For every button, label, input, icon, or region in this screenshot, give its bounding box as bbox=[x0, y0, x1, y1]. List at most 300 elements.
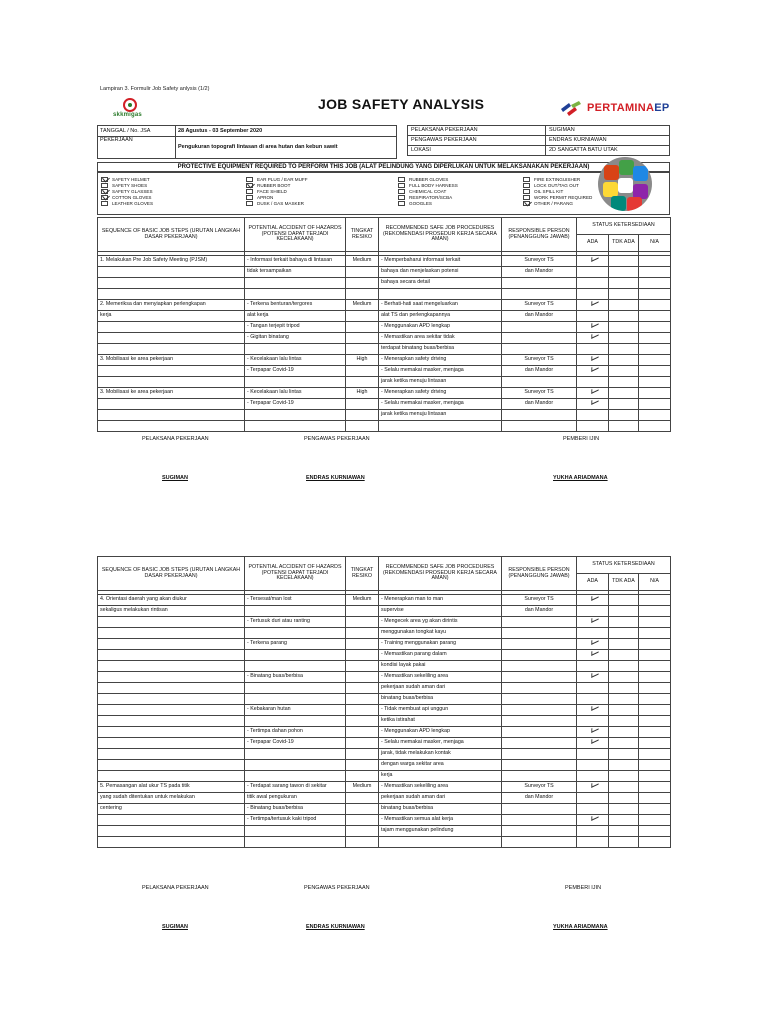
risk-cell bbox=[346, 771, 379, 782]
risk-cell bbox=[346, 333, 379, 344]
risk-cell bbox=[346, 366, 379, 377]
info-row bbox=[98, 126, 397, 137]
status-cell[interactable] bbox=[609, 311, 639, 322]
status-cell[interactable] bbox=[639, 760, 671, 771]
status-cell[interactable] bbox=[609, 421, 639, 432]
signature-name-pemberi-2: YUKHA ARIADMANA bbox=[553, 924, 608, 930]
status-cell[interactable] bbox=[577, 344, 609, 355]
status-cell[interactable] bbox=[609, 388, 639, 399]
hazard-cell: - Tertimpa/tertusuk kaki tripod bbox=[245, 815, 346, 826]
header-procedures: RECOMMENDED SAFE JOB PROCEDURES (REKOMENDASI PROSEDUR KERJA SECARA AMAN) bbox=[379, 218, 502, 252]
status-cell[interactable] bbox=[609, 771, 639, 782]
status-cell[interactable] bbox=[577, 388, 609, 399]
status-cell[interactable] bbox=[639, 738, 671, 749]
status-cell[interactable] bbox=[639, 705, 671, 716]
ppe-item-label: RUBBER GLOVES bbox=[409, 176, 449, 182]
procedure-cell: - Menerapkan safety driving bbox=[379, 388, 502, 399]
status-cell[interactable] bbox=[577, 333, 609, 344]
status-cell[interactable] bbox=[577, 256, 609, 267]
table-row bbox=[98, 683, 671, 694]
checkbox-checked-icon[interactable] bbox=[101, 195, 108, 200]
hazard-cell bbox=[245, 377, 346, 388]
status-cell[interactable] bbox=[577, 749, 609, 760]
procedure-cell: - Memastikan parang dalam bbox=[379, 650, 502, 661]
person-cell bbox=[502, 738, 577, 749]
table-row bbox=[98, 672, 671, 683]
status-cell[interactable] bbox=[577, 606, 609, 617]
status-cell[interactable] bbox=[577, 377, 609, 388]
status-cell[interactable] bbox=[609, 606, 639, 617]
status-cell[interactable] bbox=[577, 793, 609, 804]
status-cell[interactable] bbox=[609, 256, 639, 267]
pertamina-ep: EP bbox=[654, 102, 670, 114]
status-cell[interactable] bbox=[609, 377, 639, 388]
status-cell[interactable] bbox=[577, 399, 609, 410]
step-cell bbox=[98, 344, 245, 355]
status-cell[interactable] bbox=[609, 793, 639, 804]
step-cell: 2. Memeriksa dan menyiapkan perlengkapan bbox=[98, 300, 245, 311]
status-cell[interactable] bbox=[639, 606, 671, 617]
checkbox-empty-icon[interactable] bbox=[398, 177, 405, 182]
step-cell: sekaligus melakukan rintisan bbox=[98, 606, 245, 617]
procedure-cell bbox=[379, 421, 502, 432]
table-row bbox=[98, 782, 671, 793]
checkmark-icon bbox=[588, 257, 598, 262]
status-cell[interactable] bbox=[639, 771, 671, 782]
status-cell[interactable] bbox=[639, 815, 671, 826]
status-cell[interactable] bbox=[609, 300, 639, 311]
pertamina-word: PERTAMINA bbox=[587, 102, 655, 114]
procedure-cell: - Memastikan sekeliling area bbox=[379, 672, 502, 683]
skkmigas-logo-text: skkmigas bbox=[113, 112, 142, 118]
status-cell[interactable] bbox=[639, 410, 671, 421]
checkbox-checked-icon[interactable] bbox=[246, 183, 253, 188]
table-row bbox=[98, 771, 671, 782]
hazard-cell: - Binatang buas/berbisa bbox=[245, 804, 346, 815]
status-cell[interactable] bbox=[577, 595, 609, 606]
status-cell[interactable] bbox=[639, 388, 671, 399]
person-cell bbox=[502, 771, 577, 782]
signature-label-pelaksana: PELAKSANA PEKERJAAN bbox=[142, 436, 209, 442]
status-cell[interactable] bbox=[577, 716, 609, 727]
table-row bbox=[98, 826, 671, 837]
hazard-cell: - Terdapat sarang tawon di sekitar bbox=[245, 782, 346, 793]
checkmark-icon bbox=[588, 356, 598, 361]
table-row bbox=[98, 749, 671, 760]
risk-cell bbox=[346, 793, 379, 804]
status-cell[interactable] bbox=[639, 694, 671, 705]
status-cell[interactable] bbox=[639, 278, 671, 289]
procedure-cell bbox=[379, 289, 502, 300]
status-cell[interactable] bbox=[577, 628, 609, 639]
procedure-cell: - Training menggunakan parang bbox=[379, 639, 502, 650]
procedure-cell: - Mengecek area yg akan dirintis bbox=[379, 617, 502, 628]
status-cell[interactable] bbox=[577, 672, 609, 683]
status-cell[interactable] bbox=[577, 694, 609, 705]
status-cell[interactable] bbox=[609, 727, 639, 738]
status-cell[interactable] bbox=[577, 278, 609, 289]
person-cell bbox=[502, 289, 577, 300]
status-cell[interactable] bbox=[609, 628, 639, 639]
status-cell[interactable] bbox=[577, 617, 609, 628]
status-cell[interactable] bbox=[609, 410, 639, 421]
hazard-cell: - Tersesat/man lost bbox=[245, 595, 346, 606]
status-cell[interactable] bbox=[577, 727, 609, 738]
status-cell[interactable] bbox=[639, 399, 671, 410]
step-cell bbox=[98, 366, 245, 377]
step-cell bbox=[98, 837, 245, 848]
status-cell[interactable] bbox=[609, 826, 639, 837]
step-cell bbox=[98, 771, 245, 782]
ppe-item-label: SAFETY GLASSES bbox=[112, 188, 153, 194]
status-cell[interactable] bbox=[609, 749, 639, 760]
status-cell[interactable] bbox=[577, 421, 609, 432]
status-cell[interactable] bbox=[609, 344, 639, 355]
info-label: PEKERJAAN bbox=[98, 137, 176, 159]
status-cell[interactable] bbox=[639, 628, 671, 639]
person-cell: Surveyor TS bbox=[502, 300, 577, 311]
step-cell bbox=[98, 267, 245, 278]
status-cell[interactable] bbox=[639, 344, 671, 355]
hazard-cell: tidak tersampaikan bbox=[245, 267, 346, 278]
person-cell: Surveyor TS bbox=[502, 355, 577, 366]
status-cell[interactable] bbox=[639, 804, 671, 815]
hazard-cell: - Terpapar Covid-19 bbox=[245, 366, 346, 377]
signature-label-pelaksana-2: PELAKSANA PEKERJAAN bbox=[142, 885, 209, 891]
person-cell bbox=[502, 421, 577, 432]
status-cell[interactable] bbox=[639, 837, 671, 848]
ppe-item-label: RUBBER BOOT bbox=[257, 182, 291, 188]
header-steps: SEQUENCE OF BASIC JOB STEPS (URUTAN LANGKAH DASAR PEKERJAAN) bbox=[98, 218, 245, 252]
status-cell[interactable] bbox=[577, 639, 609, 650]
checkbox-empty-icon[interactable] bbox=[101, 201, 108, 206]
step-cell: yang sudah ditentukan untuk melakukan bbox=[98, 793, 245, 804]
status-cell[interactable] bbox=[639, 256, 671, 267]
status-cell[interactable] bbox=[609, 399, 639, 410]
hazard-cell bbox=[245, 661, 346, 672]
status-cell[interactable] bbox=[577, 738, 609, 749]
checkbox-empty-icon[interactable] bbox=[523, 177, 530, 182]
ppe-item-label: GOOGLES bbox=[409, 200, 432, 206]
status-cell[interactable] bbox=[639, 421, 671, 432]
procedure-cell: menggunakan tongkat kayu bbox=[379, 628, 502, 639]
risk-cell bbox=[346, 804, 379, 815]
checkbox-empty-icon[interactable] bbox=[246, 189, 253, 194]
procedure-cell: bahaya dan menjelaskan potensi bbox=[379, 267, 502, 278]
table-row bbox=[98, 793, 671, 804]
status-cell[interactable] bbox=[639, 366, 671, 377]
status-cell[interactable] bbox=[609, 716, 639, 727]
checkbox-empty-icon[interactable] bbox=[523, 183, 530, 188]
step-cell bbox=[98, 399, 245, 410]
step-cell bbox=[98, 683, 245, 694]
checkmark-icon bbox=[588, 301, 598, 306]
ppe-item-label: FULL BODY HARNESS bbox=[409, 182, 458, 188]
risk-cell bbox=[346, 377, 379, 388]
hazard-cell: - Tertimpa dahan pohon bbox=[245, 727, 346, 738]
hazard-cell bbox=[245, 410, 346, 421]
ppe-item-label: LOCK OUT/TAG OUT bbox=[534, 182, 579, 188]
hazard-cell: alat kerja bbox=[245, 311, 346, 322]
checkmark-icon bbox=[588, 816, 598, 821]
table-row bbox=[98, 837, 671, 848]
ppe-item bbox=[523, 194, 592, 200]
table-row bbox=[98, 815, 671, 826]
risk-cell bbox=[346, 815, 379, 826]
status-cell[interactable] bbox=[639, 322, 671, 333]
status-cell[interactable] bbox=[609, 366, 639, 377]
info-value: Pengukuran topografi lintasan di area hutan dan kebun sawit bbox=[176, 137, 397, 159]
status-cell[interactable] bbox=[577, 782, 609, 793]
status-cell[interactable] bbox=[639, 683, 671, 694]
status-cell[interactable] bbox=[639, 661, 671, 672]
status-cell[interactable] bbox=[609, 639, 639, 650]
info-value: SUGIMAN bbox=[546, 126, 670, 136]
risk-cell bbox=[346, 399, 379, 410]
info-value: ENDRAS KURNIAWAN bbox=[546, 136, 670, 146]
header-tdk-ada: TDK ADA bbox=[609, 235, 639, 252]
step-cell bbox=[98, 738, 245, 749]
hazard-cell: - Gigitan binatang bbox=[245, 333, 346, 344]
hazard-cell bbox=[245, 837, 346, 848]
risk-cell: Medium bbox=[346, 300, 379, 311]
table-row bbox=[98, 661, 671, 672]
hazard-cell: - Kecelakaan lalu lintas bbox=[245, 355, 346, 366]
checkbox-empty-icon[interactable] bbox=[398, 183, 405, 188]
step-cell bbox=[98, 289, 245, 300]
checkbox-empty-icon[interactable] bbox=[398, 201, 405, 206]
status-cell[interactable] bbox=[639, 267, 671, 278]
status-cell[interactable] bbox=[577, 300, 609, 311]
status-cell[interactable] bbox=[639, 300, 671, 311]
procedure-cell: binatang buas/berbisa bbox=[379, 694, 502, 705]
status-cell[interactable] bbox=[577, 311, 609, 322]
status-cell[interactable] bbox=[577, 650, 609, 661]
risk-cell bbox=[346, 421, 379, 432]
table-row bbox=[98, 738, 671, 749]
signature-label-pengawas-2: PENGAWAS PEKERJAAN bbox=[304, 885, 370, 891]
status-cell[interactable] bbox=[577, 289, 609, 300]
status-cell[interactable] bbox=[577, 837, 609, 848]
table-row bbox=[98, 322, 671, 333]
step-cell bbox=[98, 628, 245, 639]
hazard-cell bbox=[245, 694, 346, 705]
step-cell bbox=[98, 727, 245, 738]
jsa-table-1 bbox=[97, 217, 671, 432]
step-cell bbox=[98, 705, 245, 716]
person-cell bbox=[502, 322, 577, 333]
status-cell[interactable] bbox=[609, 278, 639, 289]
info-label: PENGAWAS PEKERJAAN bbox=[408, 136, 546, 146]
risk-cell bbox=[346, 716, 379, 727]
checkmark-icon bbox=[588, 389, 598, 394]
header-risk: TINGKAT RESIKO bbox=[346, 557, 379, 591]
ppe-item-label: CHEMICAL COAT bbox=[409, 188, 447, 194]
status-cell[interactable] bbox=[639, 595, 671, 606]
status-cell[interactable] bbox=[577, 771, 609, 782]
step-cell bbox=[98, 716, 245, 727]
procedure-cell: tajam menggunakan pelindung bbox=[379, 826, 502, 837]
status-cell[interactable] bbox=[609, 595, 639, 606]
checkmark-icon bbox=[588, 367, 598, 372]
status-cell[interactable] bbox=[609, 738, 639, 749]
person-cell bbox=[502, 333, 577, 344]
risk-cell: High bbox=[346, 355, 379, 366]
status-cell[interactable] bbox=[577, 355, 609, 366]
checkbox-empty-icon[interactable] bbox=[246, 195, 253, 200]
checkmark-icon bbox=[588, 640, 598, 645]
status-cell[interactable] bbox=[609, 804, 639, 815]
risk-cell: Medium bbox=[346, 782, 379, 793]
person-cell: Surveyor TS bbox=[502, 782, 577, 793]
status-cell[interactable] bbox=[639, 311, 671, 322]
header-risk: TINGKAT RESIKO bbox=[346, 218, 379, 252]
ppe-item bbox=[246, 200, 308, 206]
step-cell bbox=[98, 322, 245, 333]
status-cell[interactable] bbox=[577, 815, 609, 826]
procedure-cell: bahaya secara detail bbox=[379, 278, 502, 289]
status-cell[interactable] bbox=[639, 749, 671, 760]
status-cell[interactable] bbox=[577, 826, 609, 837]
status-cell[interactable] bbox=[609, 683, 639, 694]
ppe-item-label: APRON bbox=[257, 194, 274, 200]
procedure-cell: jarak ketika menuju lintasan bbox=[379, 377, 502, 388]
status-cell[interactable] bbox=[577, 804, 609, 815]
status-cell[interactable] bbox=[609, 760, 639, 771]
status-cell[interactable] bbox=[577, 410, 609, 421]
status-cell[interactable] bbox=[639, 333, 671, 344]
status-cell[interactable] bbox=[577, 705, 609, 716]
risk-cell bbox=[346, 727, 379, 738]
status-cell[interactable] bbox=[639, 793, 671, 804]
status-cell[interactable] bbox=[639, 672, 671, 683]
status-cell[interactable] bbox=[577, 683, 609, 694]
header-ada: ADA bbox=[577, 235, 609, 252]
header-hazards: POTENTIAL ACCIDENT OF HAZARDS (POTENSI DAPAT TERJADI KECELAKAAN) bbox=[245, 557, 346, 591]
status-cell[interactable] bbox=[577, 661, 609, 672]
hazard-cell: - Kecelakaan lalu lintas bbox=[245, 388, 346, 399]
status-cell[interactable] bbox=[609, 661, 639, 672]
table-row bbox=[98, 344, 671, 355]
status-cell[interactable] bbox=[639, 826, 671, 837]
status-cell[interactable] bbox=[577, 760, 609, 771]
checkmark-icon bbox=[588, 673, 598, 678]
ppe-item bbox=[101, 200, 153, 206]
table-row bbox=[98, 388, 671, 399]
hazard-cell: - Terkena benturan/tergores bbox=[245, 300, 346, 311]
ppe-item bbox=[523, 200, 592, 206]
person-cell: dan Mandor bbox=[502, 311, 577, 322]
status-cell[interactable] bbox=[609, 782, 639, 793]
risk-cell: Medium bbox=[346, 256, 379, 267]
hazard-cell bbox=[245, 606, 346, 617]
status-cell[interactable] bbox=[639, 727, 671, 738]
person-cell bbox=[502, 826, 577, 837]
status-cell[interactable] bbox=[609, 289, 639, 300]
procedure-cell: pekerjaan sudah aman dari bbox=[379, 793, 502, 804]
risk-cell bbox=[346, 837, 379, 848]
person-cell: dan Mandor bbox=[502, 793, 577, 804]
checkbox-checked-icon[interactable] bbox=[101, 177, 108, 182]
info-label: TANGGAL / No. JSA bbox=[98, 126, 176, 137]
checkbox-empty-icon[interactable] bbox=[246, 201, 253, 206]
checkbox-empty-icon[interactable] bbox=[398, 189, 405, 194]
skkmigas-mark-icon bbox=[123, 98, 137, 112]
ppe-checklist bbox=[97, 172, 670, 215]
ppe-column bbox=[101, 176, 153, 206]
checkbox-checked-icon[interactable] bbox=[523, 201, 530, 206]
signature-label-pemberi-2: PEMBERI IJIN bbox=[565, 885, 602, 891]
status-cell[interactable] bbox=[609, 617, 639, 628]
status-cell[interactable] bbox=[639, 377, 671, 388]
header-tdk-ada: TDK ADA bbox=[609, 574, 639, 591]
status-cell[interactable] bbox=[609, 837, 639, 848]
table-row bbox=[98, 333, 671, 344]
header-na: N/A bbox=[639, 235, 671, 252]
status-cell[interactable] bbox=[639, 639, 671, 650]
status-cell[interactable] bbox=[609, 322, 639, 333]
status-cell[interactable] bbox=[609, 705, 639, 716]
person-cell: dan Mandor bbox=[502, 366, 577, 377]
checkmark-icon bbox=[588, 400, 598, 405]
procedure-cell: - Menggunakan APD lengkap bbox=[379, 727, 502, 738]
status-cell[interactable] bbox=[609, 694, 639, 705]
checkbox-empty-icon[interactable] bbox=[398, 195, 405, 200]
risk-cell bbox=[346, 322, 379, 333]
table-row bbox=[98, 355, 671, 366]
status-cell[interactable] bbox=[577, 366, 609, 377]
hazard-cell: - Terkena parang bbox=[245, 639, 346, 650]
status-cell[interactable] bbox=[639, 782, 671, 793]
info-row bbox=[408, 136, 670, 146]
header-steps: SEQUENCE OF BASIC JOB STEPS (URUTAN LANGKAH DASAR PEKERJAAN) bbox=[98, 557, 245, 591]
checkbox-empty-icon[interactable] bbox=[523, 189, 530, 194]
status-cell[interactable] bbox=[577, 267, 609, 278]
person-cell bbox=[502, 410, 577, 421]
status-cell[interactable] bbox=[609, 333, 639, 344]
ppe-item-label: FIRE EXTINGUISHER bbox=[534, 176, 581, 182]
document-title: JOB SAFETY ANALYSIS bbox=[318, 96, 485, 112]
person-cell bbox=[502, 617, 577, 628]
person-cell bbox=[502, 628, 577, 639]
procedure-cell: alat TS dan perlengkapannya bbox=[379, 311, 502, 322]
ppe-column bbox=[523, 176, 592, 206]
status-cell[interactable] bbox=[609, 267, 639, 278]
status-cell[interactable] bbox=[639, 355, 671, 366]
step-cell bbox=[98, 661, 245, 672]
status-cell[interactable] bbox=[639, 289, 671, 300]
person-cell bbox=[502, 760, 577, 771]
procedure-cell: - Memastikan semua alat kerja bbox=[379, 815, 502, 826]
risk-cell bbox=[346, 738, 379, 749]
status-cell[interactable] bbox=[577, 322, 609, 333]
table-row bbox=[98, 377, 671, 388]
risk-cell: High bbox=[346, 388, 379, 399]
person-cell: dan Mandor bbox=[502, 606, 577, 617]
status-cell[interactable] bbox=[609, 672, 639, 683]
procedure-cell: jarak, tidak melakukan kontak bbox=[379, 749, 502, 760]
status-cell[interactable] bbox=[609, 650, 639, 661]
status-cell[interactable] bbox=[639, 617, 671, 628]
status-cell[interactable] bbox=[609, 815, 639, 826]
info-value: 2D SANGATTA BATU UTAK bbox=[546, 146, 670, 156]
status-cell[interactable] bbox=[609, 355, 639, 366]
step-cell bbox=[98, 639, 245, 650]
ppe-item-label: EAR PLUG / EAR MUFF bbox=[257, 176, 308, 182]
status-cell[interactable] bbox=[639, 716, 671, 727]
status-cell[interactable] bbox=[639, 650, 671, 661]
checkmark-icon bbox=[588, 334, 598, 339]
